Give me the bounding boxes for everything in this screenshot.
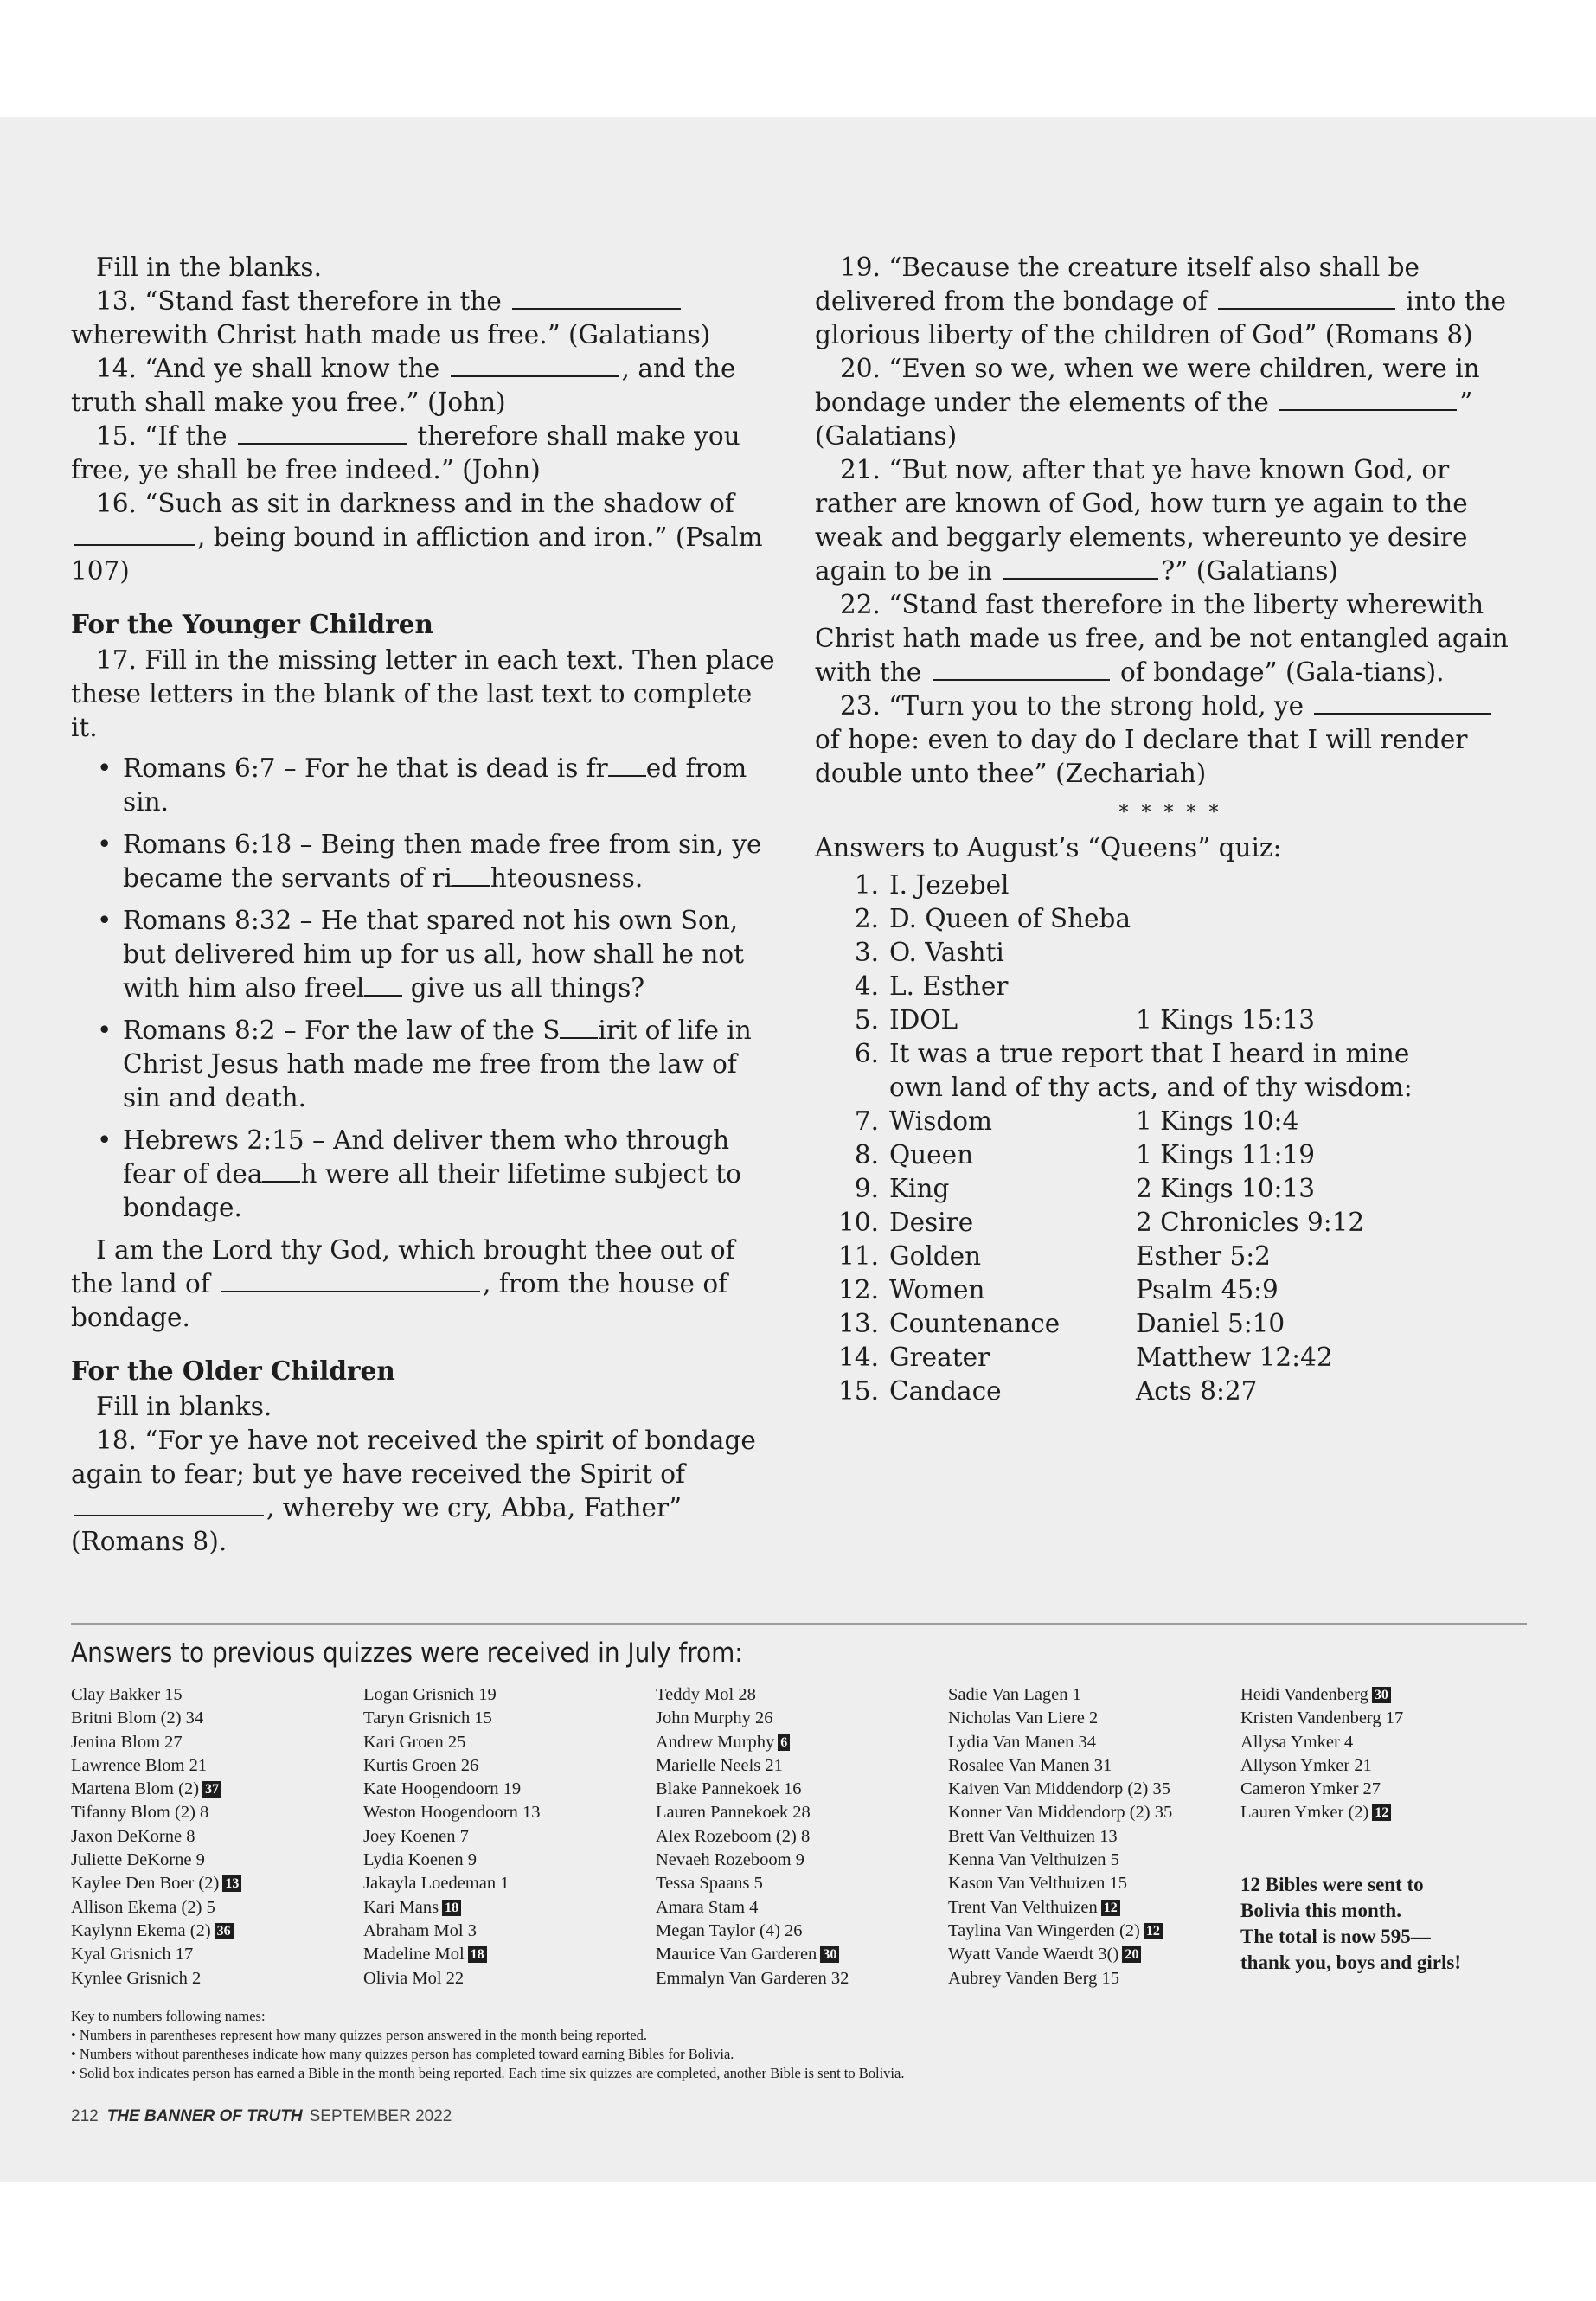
participant-name: Andrew Murphy	[656, 1732, 775, 1752]
name-entry	[948, 1683, 1240, 1707]
name-entry	[656, 1683, 948, 1707]
name-entry	[948, 1801, 1240, 1824]
participant-name: Madeline Mol	[363, 1945, 465, 1965]
answer-row	[815, 1307, 1526, 1341]
participant-name: Abraham Mol 3	[363, 1920, 477, 1940]
participant-name: Britni Blom (2) 34	[71, 1708, 204, 1728]
question-20: 20. “Even so we, when we were children, were in bondage under the elements of the ” (Galatians)	[815, 354, 1480, 451]
bible-earned-badge: 30	[1372, 1687, 1391, 1703]
participant-name: Martena Blom (2)	[71, 1779, 200, 1799]
bible-earned-badge: 30	[820, 1946, 839, 1963]
participant-name: Amara Stam 4	[656, 1897, 759, 1917]
bible-earned-badge: 12	[1144, 1923, 1163, 1939]
participant-name: Lauren Pannekoek 28	[656, 1803, 811, 1823]
question-18: 18. “For ye have not received the spirit of bondage again to fear; but ye have received the Spirit of , whereby we cry, Abba, Father” (Romans 8).	[71, 1426, 756, 1556]
answer-row	[815, 1273, 1526, 1307]
name-entry	[948, 1849, 1240, 1872]
answer-row	[815, 902, 1526, 936]
name-entry	[656, 1801, 948, 1824]
name-entry	[948, 1778, 1240, 1801]
answer-text: IDOL	[889, 1005, 958, 1035]
answer-text: D. Queen of Sheba	[889, 904, 1131, 933]
question-23: 23. “Turn you to the strong hold, ye of hope: even to day do I declare that I will render double unto thee” (Zechariah)	[815, 689, 1526, 791]
answer-number: 15.	[838, 1376, 879, 1406]
participant-name: Heidi Vandenberg	[1240, 1685, 1368, 1704]
list-item: • Romans 6:18 – Being then made free from sin, ye became the servants of ri hteousness.	[123, 828, 782, 895]
bible-earned-badge: 13	[222, 1875, 241, 1892]
answer-reference: Psalm 45:9	[1136, 1275, 1279, 1304]
name-entry	[363, 1707, 656, 1730]
page-footer	[71, 2107, 452, 2126]
participant-name: Kurtis Groen 26	[363, 1755, 479, 1775]
bible-earned-badge: 36	[215, 1923, 234, 1939]
answers-list	[815, 868, 1526, 1408]
name-entry	[656, 1754, 948, 1778]
participant-name: Jakayla Loedeman 1	[363, 1874, 510, 1894]
name-entry	[363, 1920, 656, 1943]
answer-blank	[1218, 307, 1395, 310]
answer-row	[815, 1375, 1526, 1408]
name-entry	[363, 1683, 656, 1707]
answer-row	[815, 1240, 1526, 1273]
answer-reference: 1 Kings 11:19	[1136, 1140, 1316, 1170]
name-entry	[656, 1967, 948, 1990]
key-item: • Solid box indicates person has earned a Bible in the month being reported. Each time six quizzes are completed, another Bible is sent to Bolivia.	[71, 2065, 905, 2081]
answer-reference: Daniel 5:10	[1136, 1309, 1285, 1338]
bible-earned-badge: 20	[1122, 1946, 1141, 1963]
answer-reference: 2 Chronicles 9:12	[1136, 1208, 1365, 1237]
names-column	[948, 1683, 1240, 1990]
participant-name: Taylina Van Wingerden (2)	[948, 1920, 1140, 1940]
name-entry	[1240, 1731, 1533, 1754]
participant-name: Juliette DeKorne 9	[71, 1850, 205, 1870]
name-entry	[71, 1849, 363, 1872]
answer-blank	[221, 1290, 480, 1292]
name-entry	[656, 1778, 948, 1801]
answer-text: Golden	[889, 1241, 982, 1271]
participant-name: Kaiven Van Middendorp (2) 35	[948, 1779, 1170, 1799]
section-divider	[71, 1623, 1527, 1625]
participant-name: Maurice Van Garderen	[656, 1945, 817, 1965]
participant-name: Rosalee Van Manen 31	[948, 1755, 1112, 1775]
answer-number: 4.	[854, 971, 879, 1001]
name-entry	[71, 1754, 363, 1778]
question-19: 19. “Because the creature itself also shall be delivered from the bondage of into the glorious liberty of the children of God” (Romans 8)	[815, 253, 1507, 349]
fill-in-instruction: Fill in the blanks.	[96, 253, 322, 282]
answer-text: L. Esther	[889, 971, 1009, 1001]
name-entry	[656, 1825, 948, 1849]
participant-name: Lauren Ymker (2)	[1240, 1803, 1369, 1823]
name-entry	[1240, 1801, 1533, 1824]
answer-text: King	[889, 1174, 950, 1203]
bible-earned-badge: 37	[202, 1781, 221, 1798]
participant-name: Wyatt Vande Waerdt 3()	[948, 1945, 1119, 1965]
bible-earned-badge: 12	[1101, 1900, 1120, 1916]
name-entry	[71, 1920, 363, 1943]
question-22: 22. “Stand fast therefore in the liberty wherewith Christ hath made us free, and be not entangled again with the of bondage” (Gala-tians).	[815, 590, 1509, 687]
question-15: 15. “If the therefore shall make you free, ye shall be free indeed.” (John)	[71, 421, 740, 484]
list-item: • Romans 8:2 – For the law of the S irit of life in Christ Jesus hath made me free from the law of sin and death.	[123, 1014, 782, 1115]
participant-name: Logan Grisnich 19	[363, 1685, 497, 1704]
participant-name: Lawrence Blom 21	[71, 1755, 208, 1775]
name-entry	[71, 1967, 363, 1990]
names-grid	[71, 1683, 1533, 1990]
key-section	[71, 2003, 904, 2083]
answer-row	[815, 1138, 1526, 1172]
name-entry	[948, 1943, 1240, 1966]
participant-name: Lydia Koenen 9	[363, 1850, 477, 1870]
bullet-list	[71, 752, 782, 1225]
name-entry	[1240, 1754, 1533, 1778]
name-entry	[363, 1849, 656, 1872]
answer-number: 9.	[854, 1174, 879, 1203]
participant-name: John Murphy 26	[656, 1708, 773, 1728]
letter-blank	[364, 994, 402, 997]
answer-number: 10.	[838, 1208, 879, 1237]
participant-name: Clay Bakker 15	[71, 1685, 183, 1704]
answer-text: Greater	[889, 1343, 990, 1372]
answer-text: Wisdom	[889, 1106, 992, 1136]
participant-name: Allysa Ymker 4	[1240, 1732, 1354, 1752]
participant-name: Konner Van Middendorp (2) 35	[948, 1803, 1173, 1823]
received-heading: Answers to previous quizzes were received in July from:	[71, 1638, 743, 1669]
name-entry	[656, 1943, 948, 1966]
answer-row	[815, 936, 1526, 970]
names-column	[363, 1683, 656, 1990]
key-item: • Numbers without parentheses indicate how many quizzes person has completed toward earning Bibles for Bolivia.	[71, 2046, 734, 2062]
participant-name: Lydia Van Manen 34	[948, 1732, 1096, 1752]
name-entry	[71, 1801, 363, 1824]
answer-number: 13.	[838, 1309, 879, 1338]
name-entry	[363, 1801, 656, 1824]
answers-heading: Answers to August’s “Queens” quiz:	[815, 833, 1282, 862]
participant-name: Tessa Spaans 5	[656, 1874, 763, 1894]
name-entry	[363, 1731, 656, 1754]
lord-verse: I am the Lord thy God, which brought thee out of the land of , from the house of bondage.	[71, 1235, 735, 1332]
key-item: • Numbers in parentheses represent how many quizzes person answered in the month being reported.	[71, 2027, 648, 2043]
answer-blank	[512, 307, 681, 310]
answer-text: I. Jezebel	[889, 870, 1010, 900]
participant-name: Nevaeh Rozeboom 9	[656, 1850, 804, 1870]
question-13: 13. “Stand fast therefore in the wherewith Christ hath made us free.” (Galatians)	[71, 286, 711, 349]
fill-in-instruction: Fill in blanks.	[96, 1392, 272, 1421]
name-entry	[948, 1707, 1240, 1730]
younger-children-heading: For the Younger Children	[71, 609, 433, 639]
participant-name: Aubrey Vanden Berg 15	[948, 1968, 1119, 1988]
list-item: • Romans 8:32 – He that spared not his own Son, but delivered him up for us all, how shall he not with him also freel give us all things?	[123, 904, 782, 1005]
name-entry	[363, 1872, 656, 1895]
answer-number: 3.	[854, 938, 879, 967]
bibles-sent-note	[1240, 1872, 1533, 1976]
name-entry	[71, 1943, 363, 1966]
name-entry	[71, 1707, 363, 1730]
answer-reference: Matthew 12:42	[1136, 1343, 1333, 1372]
bible-earned-badge: 6	[778, 1734, 790, 1751]
name-entry	[948, 1967, 1240, 1990]
name-entry	[363, 1896, 656, 1920]
name-entry	[71, 1683, 363, 1707]
answer-blank	[74, 543, 195, 546]
bible-earned-badge: 12	[1372, 1804, 1391, 1821]
answer-blank	[238, 442, 407, 445]
bibles-note-line: The total is now 595—	[1240, 1925, 1431, 1947]
list-item: • Hebrews 2:15 – And deliver them who through fear of dea h were all their lifetime subject to bondage.	[123, 1124, 782, 1225]
participant-name: Kaylynn Ekema (2)	[71, 1920, 211, 1940]
answer-row	[815, 1037, 1526, 1105]
answer-reference: 2 Kings 10:13	[1136, 1174, 1316, 1203]
letter-blank	[560, 1036, 598, 1039]
answer-row	[815, 1105, 1526, 1138]
bibles-note-line: thank you, boys and girls!	[1240, 1951, 1461, 1973]
question-14: 14. “And ye shall know the , and the truth shall make you free.” (John)	[71, 354, 736, 417]
list-item: • Romans 6:7 – For he that is dead is fr ed from sin.	[123, 752, 782, 819]
participant-name: Tifanny Blom (2) 8	[71, 1803, 209, 1823]
page-number: 212	[71, 2107, 99, 2125]
answer-blank	[933, 678, 1110, 681]
answer-row	[815, 1206, 1526, 1240]
answer-text: Candace	[889, 1376, 1002, 1406]
letter-blank	[262, 1180, 300, 1183]
participant-name: Trent Van Velthuizen	[948, 1897, 1098, 1917]
participant-name: Brett Van Velthuizen 13	[948, 1826, 1118, 1846]
section-separator: * * * * *	[1118, 802, 1222, 824]
question-21: 21. “But now, after that ye have known God, or rather are known of God, how turn ye again to the weak and beggarly elements, whereunto ye desire again to be in ?” (Galatians)	[815, 455, 1468, 586]
name-entry	[1240, 1778, 1533, 1801]
participant-name: Kaylee Den Boer (2)	[71, 1874, 220, 1894]
participant-name: Allison Ekema (2) 5	[71, 1897, 215, 1917]
names-column	[656, 1683, 948, 1990]
key-title: Key to numbers following names:	[71, 2008, 266, 2024]
name-entry	[1240, 1707, 1533, 1730]
answer-blank	[451, 375, 619, 377]
answer-row	[815, 868, 1526, 902]
answer-row	[815, 970, 1526, 1003]
answer-text: Queen	[889, 1140, 974, 1170]
name-entry	[71, 1896, 363, 1920]
participant-name: Kristen Vandenberg 17	[1240, 1708, 1404, 1728]
participant-name: Kenna Van Velthuizen 5	[948, 1850, 1119, 1870]
participant-name: Alex Rozeboom (2) 8	[656, 1826, 811, 1846]
answer-blank	[1279, 408, 1457, 411]
answer-text: It was a true report that I heard in mine own land of thy acts, and of thy wisdom:	[889, 1039, 1413, 1102]
answer-reference: Acts 8:27	[1136, 1376, 1258, 1406]
answer-number: 8.	[854, 1140, 879, 1170]
answer-reference: 1 Kings 10:4	[1136, 1106, 1299, 1136]
letter-blank	[452, 884, 490, 887]
name-entry	[948, 1896, 1240, 1920]
name-entry	[363, 1943, 656, 1966]
participant-name: Emmalyn Van Garderen 32	[656, 1968, 849, 1988]
name-entry	[656, 1849, 948, 1872]
name-entry	[363, 1825, 656, 1849]
name-entry	[656, 1920, 948, 1943]
participant-name: Joey Koenen 7	[363, 1826, 469, 1846]
name-entry	[1240, 1683, 1533, 1707]
name-entry	[71, 1778, 363, 1801]
answer-reference: Esther 5:2	[1136, 1241, 1271, 1271]
name-entry	[948, 1731, 1240, 1754]
left-column	[71, 251, 782, 1559]
participant-name: Jenina Blom 27	[71, 1732, 183, 1752]
participant-name: Taryn Grisnich 15	[363, 1708, 492, 1728]
participant-name: Kyal Grisnich 17	[71, 1945, 194, 1965]
answer-reference: 1 Kings 15:13	[1136, 1005, 1316, 1035]
name-entry	[71, 1872, 363, 1895]
question-17: 17. Fill in the missing letter in each text. Then place these letters in the blank of the last text to complete it.	[71, 645, 775, 742]
name-entry	[363, 1754, 656, 1778]
answer-text: Desire	[889, 1208, 974, 1237]
older-children-heading: For the Older Children	[71, 1356, 395, 1386]
name-entry	[948, 1754, 1240, 1778]
name-entry	[948, 1825, 1240, 1849]
answer-text: Women	[889, 1275, 985, 1304]
participant-name: Kari Groen 25	[363, 1732, 466, 1752]
name-entry	[656, 1731, 948, 1754]
participant-name: Olivia Mol 22	[363, 1968, 465, 1988]
bibles-note-line: Bolivia this month.	[1240, 1899, 1401, 1921]
answer-number: 5.	[854, 1005, 879, 1035]
participant-name: Teddy Mol 28	[656, 1685, 756, 1704]
name-entry	[948, 1920, 1240, 1943]
participant-name: Kason Van Velthuizen 15	[948, 1874, 1128, 1894]
participant-name: Sadie Van Lagen 1	[948, 1685, 1081, 1704]
participant-name: Nicholas Van Liere 2	[948, 1708, 1099, 1728]
answer-blank	[1314, 712, 1491, 715]
issue-date: SEPTEMBER 2022	[309, 2107, 452, 2125]
participant-name: Megan Taylor (4) 26	[656, 1920, 803, 1940]
name-entry	[656, 1707, 948, 1730]
answer-number: 2.	[854, 904, 879, 933]
answer-number: 14.	[838, 1343, 879, 1372]
name-entry	[948, 1872, 1240, 1895]
answer-blank	[74, 1514, 264, 1516]
participant-name: Cameron Ymker 27	[1240, 1779, 1381, 1799]
answer-number: 12.	[838, 1275, 879, 1304]
name-entry	[363, 1967, 656, 1990]
names-column	[1240, 1683, 1533, 1990]
answer-row	[815, 1003, 1526, 1037]
participant-name: Kynlee Grisnich 2	[71, 1968, 202, 1988]
participant-name: Marielle Neels 21	[656, 1755, 783, 1775]
publication-name: THE BANNER OF TRUTH	[106, 2107, 303, 2125]
right-column	[815, 251, 1526, 1408]
bibles-note-line: 12 Bibles were sent to	[1240, 1873, 1424, 1895]
name-entry	[656, 1872, 948, 1895]
answer-number: 7.	[854, 1106, 879, 1136]
names-column	[71, 1683, 363, 1990]
participant-name: Kate Hoogendoorn 19	[363, 1779, 522, 1799]
answer-number: 1.	[854, 870, 879, 900]
answer-number: 11.	[838, 1241, 879, 1271]
answer-row	[815, 1172, 1526, 1206]
answer-text: O. Vashti	[889, 938, 1004, 967]
name-entry	[71, 1825, 363, 1849]
participant-name: Kari Mans	[363, 1897, 439, 1917]
participant-name: Weston Hoogendoorn 13	[363, 1803, 541, 1823]
answer-text: Countenance	[889, 1309, 1061, 1338]
question-16: 16. “Such as sit in darkness and in the shadow of , being bound in affliction and iron.” (Psalm 107)	[71, 489, 763, 586]
name-entry	[656, 1896, 948, 1920]
answer-row	[815, 1341, 1526, 1375]
name-entry	[363, 1778, 656, 1801]
answer-number: 6.	[854, 1039, 879, 1068]
participant-name: Jaxon DeKorne 8	[71, 1826, 195, 1846]
answer-blank	[1003, 577, 1158, 580]
participant-name: Blake Pannekoek 16	[656, 1779, 802, 1799]
letter-blank	[608, 774, 646, 777]
participant-name: Allyson Ymker 21	[1240, 1755, 1372, 1775]
bible-earned-badge: 18	[442, 1900, 461, 1916]
name-entry	[71, 1731, 363, 1754]
bible-earned-badge: 18	[468, 1946, 487, 1963]
